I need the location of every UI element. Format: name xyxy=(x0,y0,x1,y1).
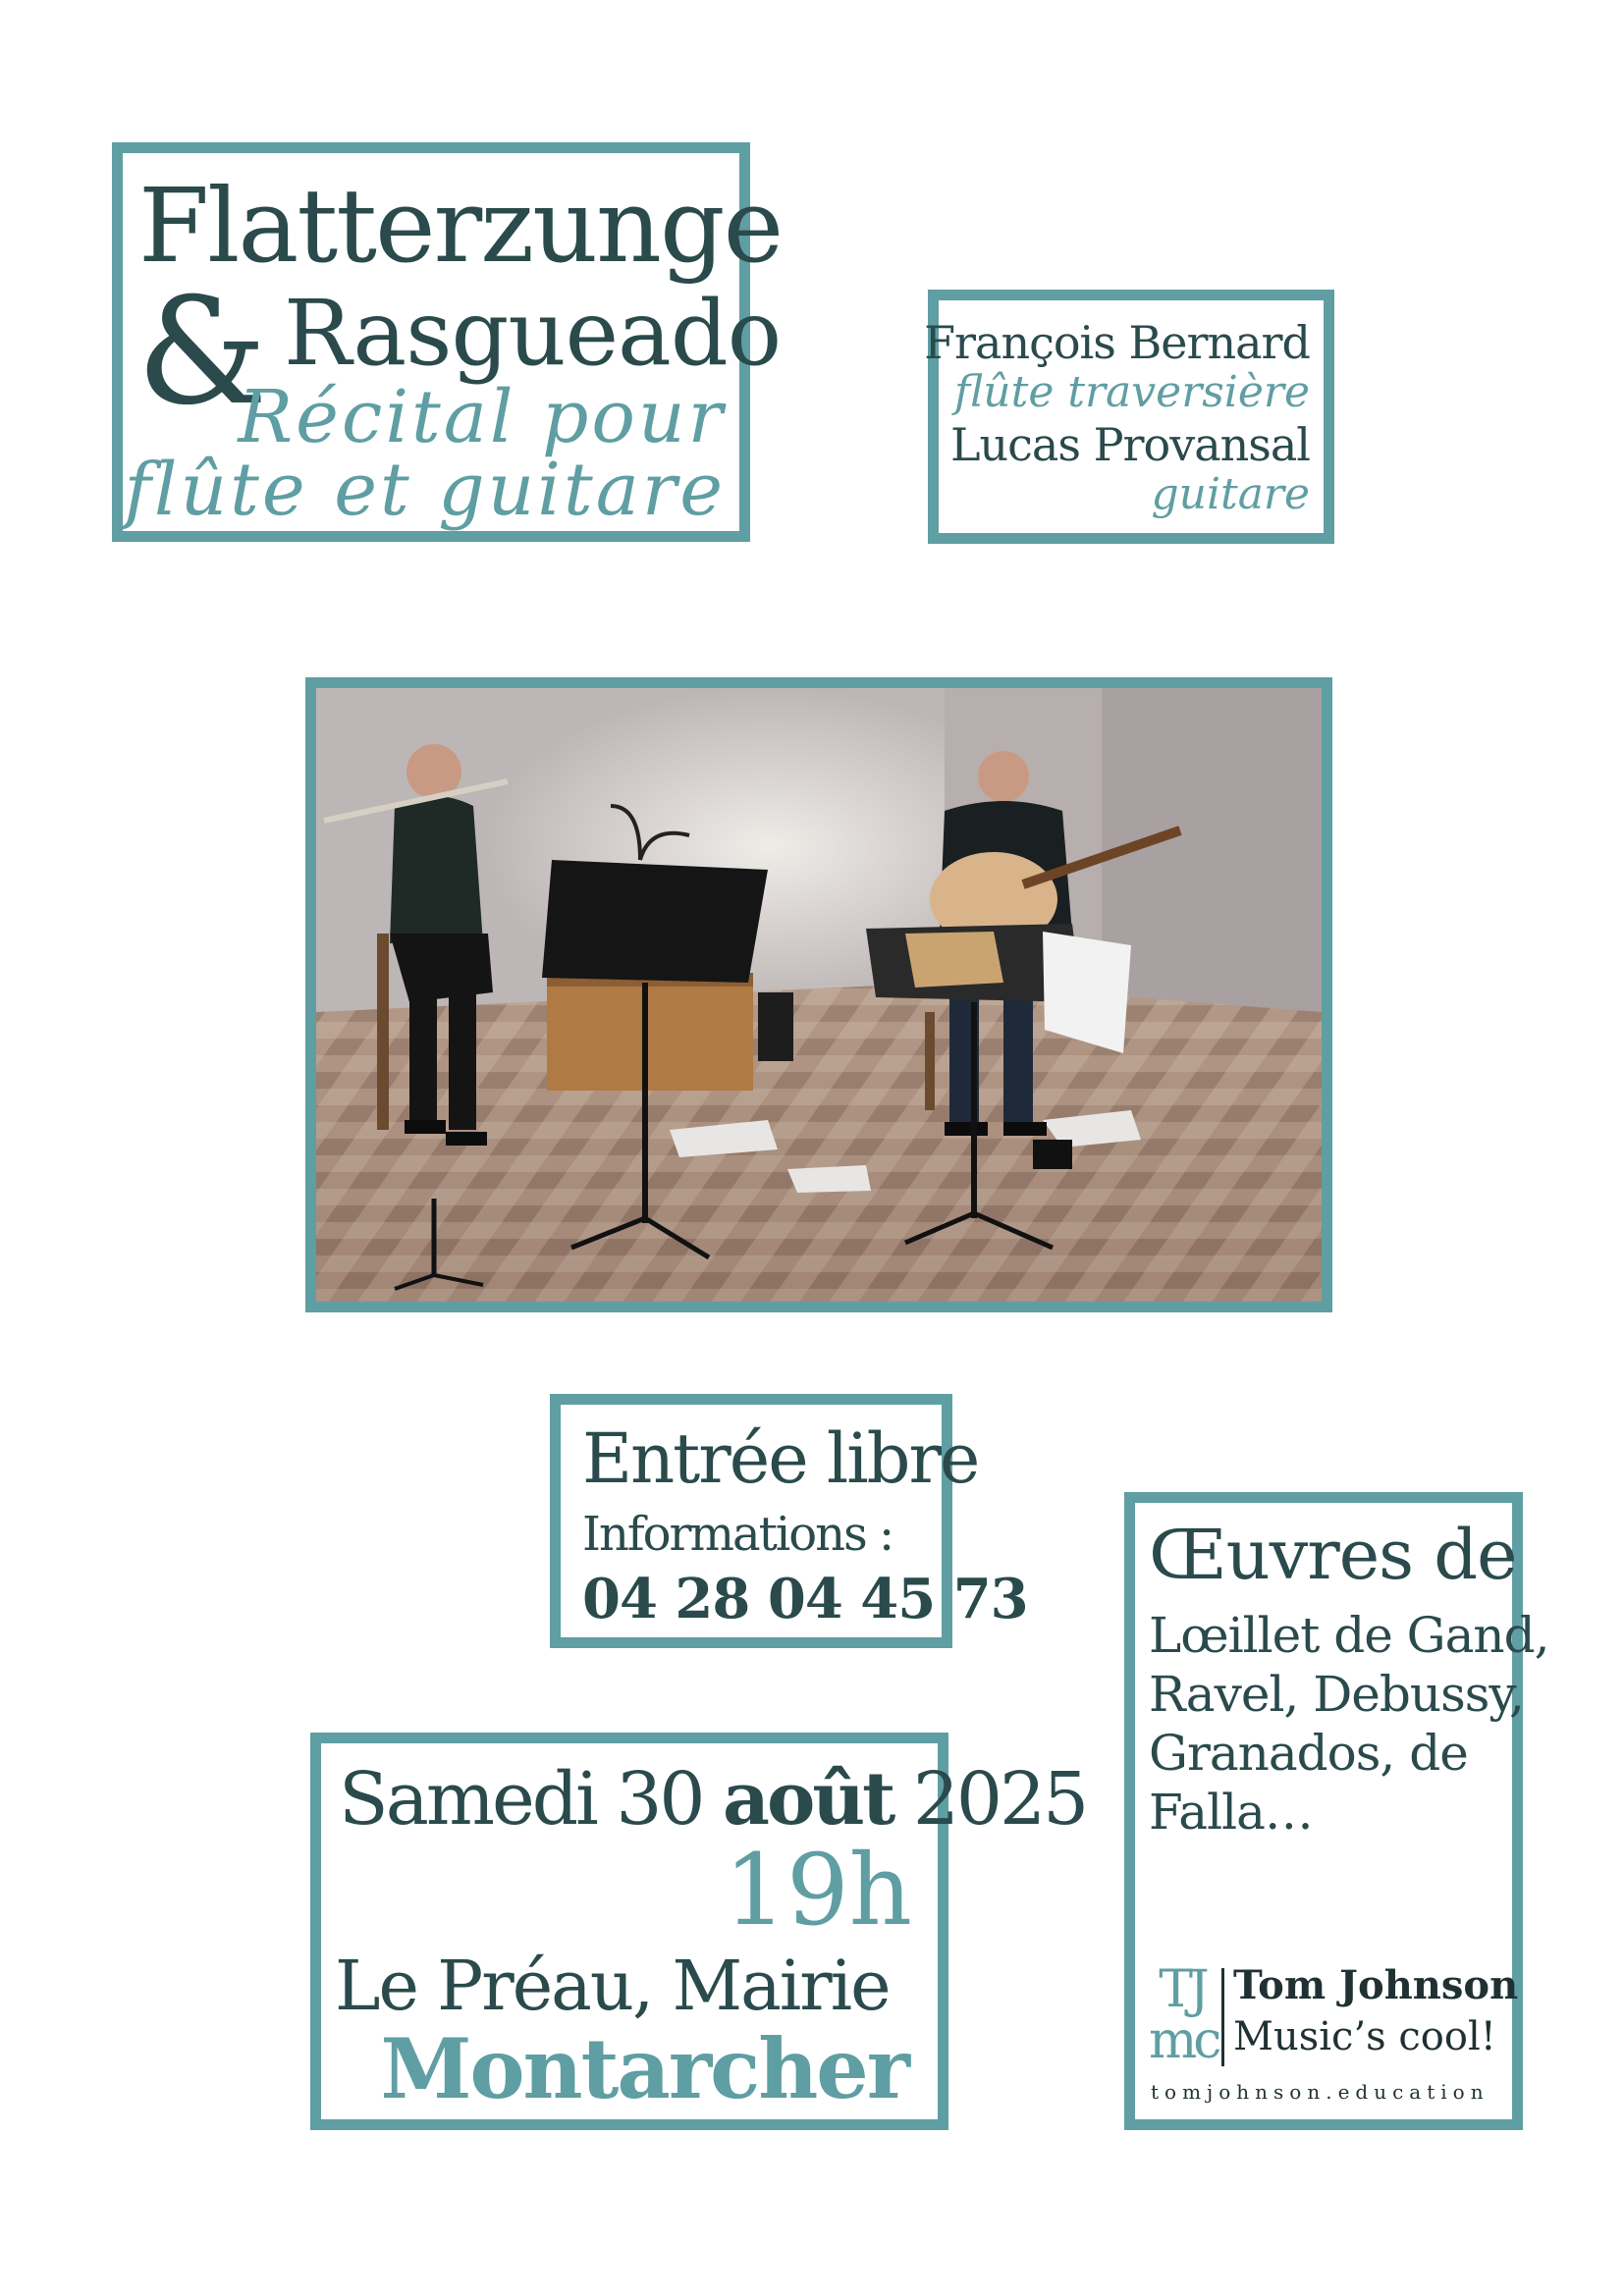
logo-divider xyxy=(1221,1968,1224,2066)
title-ampersand: & xyxy=(136,267,268,438)
event-town: Montarcher xyxy=(380,2020,908,2117)
performer-1-instrument: flûte traversière xyxy=(953,367,1310,417)
works-line-1: Lœillet de Gand, xyxy=(1149,1607,1549,1664)
title-line-2: Rasgueado xyxy=(284,281,782,386)
logo-motto: Music’s cool! xyxy=(1233,2014,1496,2059)
performance-photo xyxy=(305,677,1332,1312)
works-line-2: Ravel, Debussy, xyxy=(1149,1666,1524,1723)
performer-1-name: François Bernard xyxy=(924,316,1310,369)
date-venue-box xyxy=(310,1733,1087,2130)
date-month: août xyxy=(723,1757,893,1842)
photo-illustration xyxy=(316,688,1322,1302)
title-box xyxy=(112,142,783,542)
tjmc-logo xyxy=(1149,1960,1519,2111)
subtitle-line-2: flûte et guitare xyxy=(124,448,726,532)
date-prefix: Samedi 30 xyxy=(339,1757,724,1842)
logo-monogram-top: TJ xyxy=(1159,1960,1206,2019)
works-heading: Œuvres de xyxy=(1149,1515,1517,1595)
event-date xyxy=(339,1757,1087,1842)
subtitle-line-1: Récital pour xyxy=(238,375,726,459)
works-box xyxy=(1124,1492,1549,2130)
works-line-4: Falla… xyxy=(1149,1784,1313,1841)
logo-monogram xyxy=(1149,1960,1218,2072)
logo-monogram-bottom: mc xyxy=(1149,2011,1218,2070)
performer-2-instrument: guitare xyxy=(1151,469,1310,519)
logo-brand: Tom Johnson xyxy=(1233,1962,1519,2008)
logo-url: tomjohnson.education xyxy=(1151,2080,1489,2104)
event-time: 19h xyxy=(724,1833,912,1948)
date-suffix: 2025 xyxy=(893,1757,1087,1842)
works-line-3: Granados, de xyxy=(1149,1725,1468,1782)
performer-2-name: Lucas Provansal xyxy=(949,418,1310,471)
entry-headline: Entrée libre xyxy=(582,1418,979,1499)
info-label: Informations : xyxy=(582,1507,893,1562)
performers-box xyxy=(924,290,1334,544)
event-venue: Le Préau, Mairie xyxy=(335,1946,890,2026)
phone-number: 04 28 04 45 73 xyxy=(582,1567,1028,1631)
title-line-1: Flatterzunge xyxy=(138,166,783,286)
entry-box xyxy=(550,1394,1028,1648)
